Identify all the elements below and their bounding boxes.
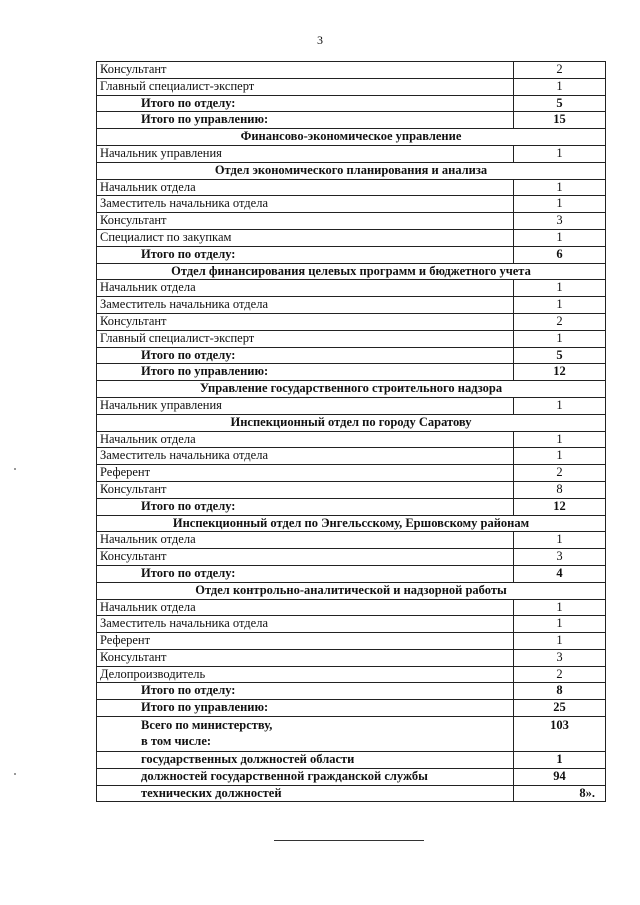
position-count: 8: [514, 481, 606, 498]
position-count: 1: [514, 532, 606, 549]
position-name: Консультант: [97, 649, 514, 666]
table-row-header: [97, 263, 606, 280]
position-name: Заместитель начальника отдела: [97, 616, 514, 633]
table-row-header: [97, 129, 606, 146]
position-count: 15: [514, 112, 606, 129]
position-name: Начальник отдела: [97, 532, 514, 549]
position-count: 25: [514, 700, 606, 717]
position-name: Начальник отдела: [97, 599, 514, 616]
position-count: 6: [514, 246, 606, 263]
table-row-total: [97, 683, 606, 700]
position-name: Консультант: [97, 213, 514, 230]
table-row-item: [97, 78, 606, 95]
page-number: 3: [317, 33, 323, 47]
position-name: Консультант: [97, 549, 514, 566]
position-count: 103: [514, 717, 606, 752]
table-row-item: [97, 62, 606, 79]
position-name: Всего по министерству, в том числе:: [97, 717, 514, 752]
table-row-header: [97, 515, 606, 532]
table-row-total: [97, 364, 606, 381]
position-name: Референт: [97, 465, 514, 482]
position-name: Итого по управлению:: [97, 700, 514, 717]
footer-divider: [274, 840, 424, 841]
position-count: 4: [514, 565, 606, 582]
table-row-sub: [97, 785, 606, 802]
position-count: 3: [514, 649, 606, 666]
position-count: 8: [514, 683, 606, 700]
position-name: Консультант: [97, 313, 514, 330]
table-row-item: [97, 297, 606, 314]
position-count: 1: [514, 179, 606, 196]
table-row-item: [97, 431, 606, 448]
section-header: Отдел финансирования целевых программ и бюджетного учета: [97, 263, 606, 280]
table-row-item: [97, 549, 606, 566]
table-row-item: [97, 633, 606, 650]
table-row-total: [97, 246, 606, 263]
position-name: Главный специалист-эксперт: [97, 330, 514, 347]
position-name: Итого по отделу:: [97, 498, 514, 515]
position-count: 5: [514, 95, 606, 112]
section-header: Инспекционный отдел по Энгельсскому, Ершовскому районам: [97, 515, 606, 532]
position-count: 1: [514, 330, 606, 347]
position-count: 2: [514, 666, 606, 683]
table-row-header: [97, 582, 606, 599]
table-row-header: [97, 162, 606, 179]
position-count: 1: [514, 280, 606, 297]
position-count: 2: [514, 313, 606, 330]
position-name: Заместитель начальника отдела: [97, 297, 514, 314]
table-row-header: [97, 381, 606, 398]
position-name: Начальник отдела: [97, 280, 514, 297]
position-count: 8».: [514, 785, 606, 802]
position-count: 1: [514, 431, 606, 448]
table-row-item: [97, 196, 606, 213]
section-header: Отдел экономического планирования и анализа: [97, 162, 606, 179]
position-name: Делопроизводитель: [97, 666, 514, 683]
table-row-item: [97, 649, 606, 666]
position-name: Начальник управления: [97, 397, 514, 414]
table-row-total: [97, 700, 606, 717]
margin-mark: [14, 468, 16, 470]
position-name: государственных должностей области: [97, 752, 514, 769]
position-count: 1: [514, 448, 606, 465]
position-count: 12: [514, 498, 606, 515]
position-count: 1: [514, 397, 606, 414]
position-name: должностей государственной гражданской службы: [97, 768, 514, 785]
table-row-item: [97, 397, 606, 414]
table-row-item: [97, 666, 606, 683]
position-name: Итого по отделу:: [97, 683, 514, 700]
position-name: Консультант: [97, 481, 514, 498]
position-count: 1: [514, 78, 606, 95]
position-name: Итого по отделу:: [97, 565, 514, 582]
position-count: 3: [514, 549, 606, 566]
table-row-item: [97, 213, 606, 230]
position-name: Начальник отдела: [97, 179, 514, 196]
position-count: 1: [514, 616, 606, 633]
position-count: 1: [514, 752, 606, 769]
position-name: Итого по отделу:: [97, 347, 514, 364]
table-row-total: [97, 112, 606, 129]
position-name: Итого по управлению:: [97, 112, 514, 129]
position-name: Заместитель начальника отдела: [97, 448, 514, 465]
position-count: 1: [514, 297, 606, 314]
table-row-item: [97, 532, 606, 549]
position-count: 1: [514, 229, 606, 246]
table-row-total: [97, 565, 606, 582]
position-name: Главный специалист-эксперт: [97, 78, 514, 95]
position-count: 1: [514, 196, 606, 213]
position-count: 1: [514, 633, 606, 650]
table-row-sub: [97, 768, 606, 785]
position-name: Итого по отделу:: [97, 246, 514, 263]
position-count: 3: [514, 213, 606, 230]
position-count: 12: [514, 364, 606, 381]
position-name: Специалист по закупкам: [97, 229, 514, 246]
table-row-item: [97, 481, 606, 498]
position-name: Начальник отдела: [97, 431, 514, 448]
table-row-item: [97, 179, 606, 196]
position-count: 1: [514, 145, 606, 162]
table-row-total: [97, 95, 606, 112]
position-count: 5: [514, 347, 606, 364]
position-name: Итого по управлению:: [97, 364, 514, 381]
position-count: 1: [514, 599, 606, 616]
table-row-item: [97, 465, 606, 482]
table-row-total: [97, 347, 606, 364]
margin-mark: [14, 773, 16, 775]
section-header: Финансово-экономическое управление: [97, 129, 606, 146]
position-name: Начальник управления: [97, 145, 514, 162]
table-row-sub: [97, 752, 606, 769]
section-header: Отдел контрольно-аналитической и надзорной работы: [97, 582, 606, 599]
position-count: 2: [514, 465, 606, 482]
table-row-header: [97, 414, 606, 431]
table-row-item: [97, 599, 606, 616]
staffing-table: [96, 61, 606, 802]
table-row-total: [97, 498, 606, 515]
section-header: Инспекционный отдел по городу Саратову: [97, 414, 606, 431]
position-count: 2: [514, 62, 606, 79]
table-row-item: [97, 229, 606, 246]
position-name: Заместитель начальника отдела: [97, 196, 514, 213]
section-header: Управление государственного строительного надзора: [97, 381, 606, 398]
table-row-item: [97, 280, 606, 297]
position-name: технических должностей: [97, 785, 514, 802]
position-count: 94: [514, 768, 606, 785]
table-row-item: [97, 313, 606, 330]
position-name: Консультант: [97, 62, 514, 79]
table-row-item: [97, 145, 606, 162]
position-name: Референт: [97, 633, 514, 650]
table-row-item: [97, 616, 606, 633]
table-row-item: [97, 448, 606, 465]
table-row-item: [97, 330, 606, 347]
table-row-grand: [97, 717, 606, 752]
staffing-table-body: [97, 62, 606, 802]
position-name: Итого по отделу:: [97, 95, 514, 112]
